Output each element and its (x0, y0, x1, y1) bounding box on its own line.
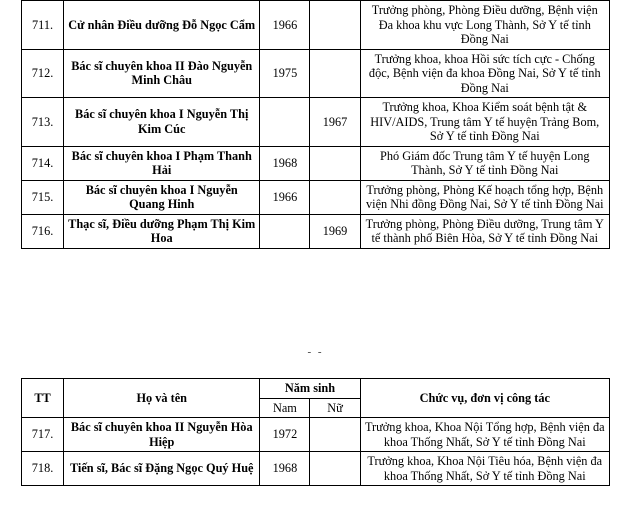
header-tt: TT (22, 379, 64, 418)
cell-name: Thạc sĩ, Điều dưỡng Phạm Thị Kim Hoa (64, 214, 260, 248)
cell-job: Trưởng khoa, Khoa Nội Tổng hợp, Bệnh viện đa khoa Thống Nhất, Sở Y tế tỉnh Đồng Nai (360, 418, 609, 452)
table-row (22, 98, 610, 147)
cell-tt: 718. (22, 452, 64, 486)
cell-name: Tiến sĩ, Bác sĩ Đặng Ngọc Quý Huệ (64, 452, 260, 486)
table-row (22, 49, 610, 98)
cell-tt: 714. (22, 146, 64, 180)
cell-nu: 1969 (310, 214, 360, 248)
cell-nu (310, 452, 360, 486)
cell-job: Trưởng khoa, khoa Hồi sức tích cực - Chống độc, Bệnh viện đa khoa Đồng Nai, Sở Y tế tỉnh Đồng Nai (360, 49, 609, 98)
cell-tt: 713. (22, 98, 64, 147)
cell-name: Bác sĩ chuyên khoa I Nguyễn Quang Hinh (64, 180, 260, 214)
cell-nam: 1972 (260, 418, 310, 452)
header-name: Họ và tên (64, 379, 260, 418)
table-header-row (22, 379, 610, 399)
cell-tt: 716. (22, 214, 64, 248)
cell-nu: 1967 (310, 98, 360, 147)
cell-tt: 712. (22, 49, 64, 98)
page-separator-mark: - - (307, 346, 324, 358)
cell-tt: 711. (22, 1, 64, 50)
cell-name: Bác sĩ chuyên khoa II Nguyễn Hòa Hiệp (64, 418, 260, 452)
table-row (22, 452, 610, 486)
cell-nam (260, 98, 310, 147)
table-row (22, 214, 610, 248)
cell-name: Cử nhân Điều dưỡng Đỗ Ngọc Cẩm (64, 1, 260, 50)
cell-nam: 1966 (260, 180, 310, 214)
cell-job: Trưởng khoa, Khoa Nội Tiêu hóa, Bệnh viện đa khoa Thống Nhất, Sở Y tế tỉnh Đồng Nai (360, 452, 609, 486)
cell-tt: 717. (22, 418, 64, 452)
header-birth-year: Năm sinh (260, 379, 360, 399)
table-row (22, 1, 610, 50)
table-row (22, 146, 610, 180)
cell-nam (260, 214, 310, 248)
cell-nu (310, 418, 360, 452)
cell-tt: 715. (22, 180, 64, 214)
cell-job: Trưởng khoa, Khoa Kiểm soát bệnh tật & HIV/AIDS, Trung tâm Y tế huyện Trảng Bom, Sở Y tế tỉnh Đồng Nai (360, 98, 609, 147)
cell-job: Trưởng phòng, Phòng Điều dưỡng, Bệnh viện Đa khoa khu vực Long Thành, Sở Y tế tỉnh Đồng Nai (360, 1, 609, 50)
cell-name: Bác sĩ chuyên khoa I Phạm Thanh Hải (64, 146, 260, 180)
table-row (22, 180, 610, 214)
cell-nu (310, 1, 360, 50)
cell-nam: 1966 (260, 1, 310, 50)
cell-name: Bác sĩ chuyên khoa II Đào Nguyễn Minh Châu (64, 49, 260, 98)
header-nam: Nam (260, 398, 310, 418)
cell-nam: 1968 (260, 452, 310, 486)
cell-job: Trưởng phòng, Phòng Điều dưỡng, Trung tâm Y tế thành phố Biên Hòa, Sở Y tế tỉnh Đồng Nai (360, 214, 609, 248)
header-nu: Nữ (310, 398, 360, 418)
cell-nu (310, 49, 360, 98)
header-job: Chức vụ, đơn vị công tác (360, 379, 609, 418)
honoree-table-next-page (21, 378, 610, 486)
bottom-table-container (0, 378, 631, 486)
honoree-table-continued (21, 0, 610, 249)
cell-job: Trưởng phòng, Phòng Kế hoạch tổng hợp, Bệnh viện Nhi đồng Đồng Nai, Sở Y tế tỉnh Đồng Nai (360, 180, 609, 214)
cell-job: Phó Giám đốc Trung tâm Y tế huyện Long Thành, Sở Y tế tỉnh Đồng Nai (360, 146, 609, 180)
cell-nam: 1968 (260, 146, 310, 180)
table-row (22, 418, 610, 452)
top-table-container (0, 0, 631, 249)
cell-nam: 1975 (260, 49, 310, 98)
cell-nu (310, 146, 360, 180)
cell-nu (310, 180, 360, 214)
cell-name: Bác sĩ chuyên khoa I Nguyễn Thị Kim Cúc (64, 98, 260, 147)
